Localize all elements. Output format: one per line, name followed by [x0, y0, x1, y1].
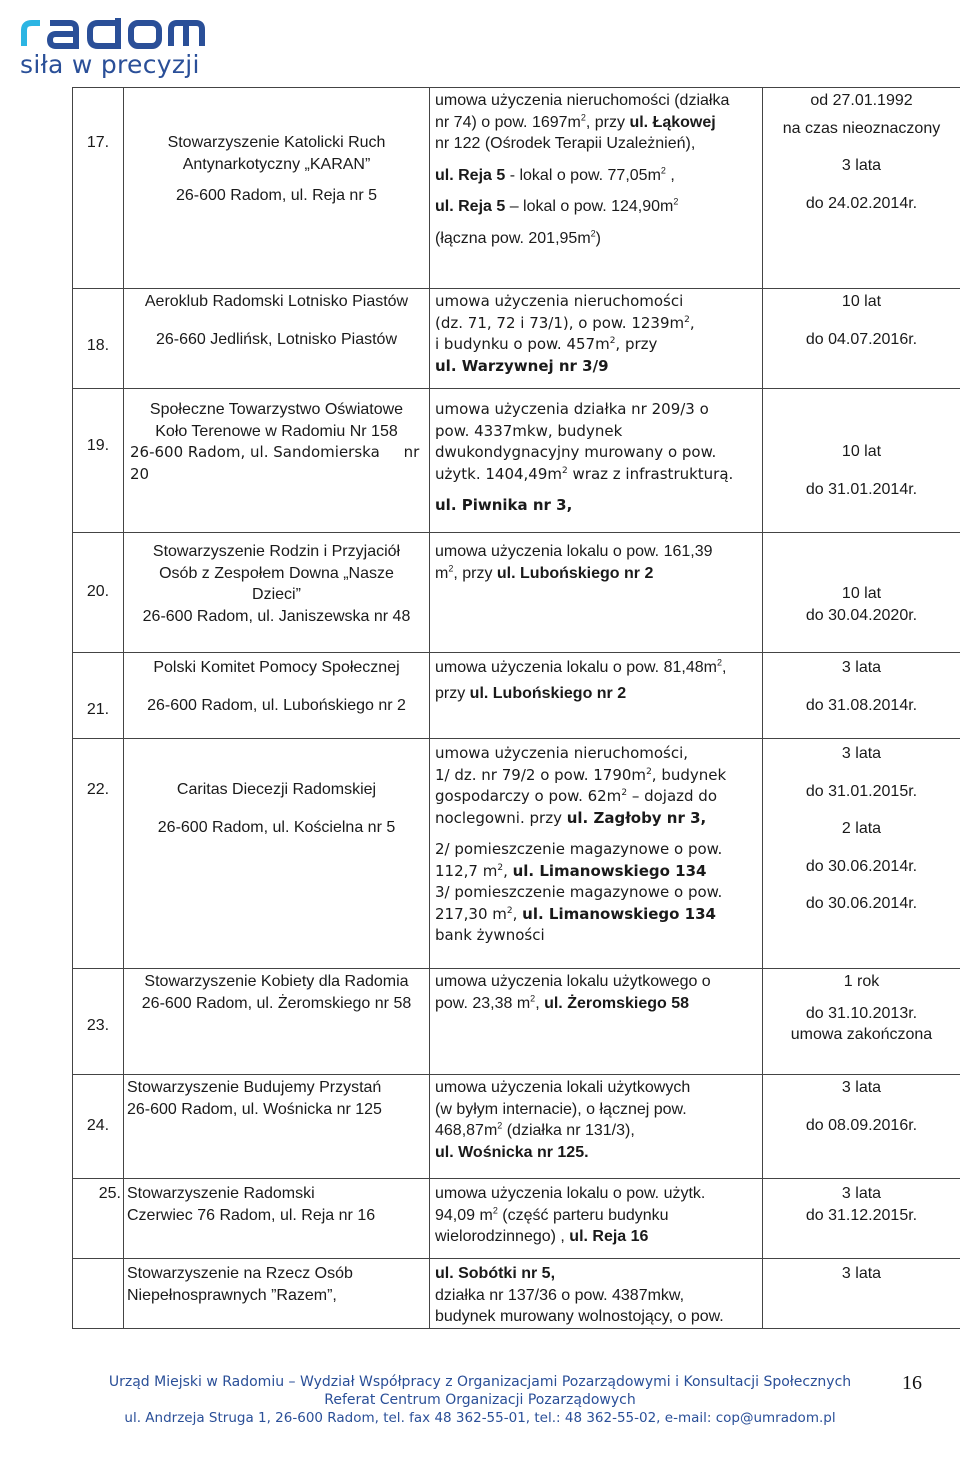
term-cell: 3 lata do 08.09.2016r. — [763, 1075, 960, 1179]
table-row — [73, 533, 960, 653]
term-cell: 10 lat do 31.01.2014r. — [763, 389, 960, 533]
description-cell: umowa użyczenia lokali użytkowych (w byłym internacie), o łącznej pow. $468,87m^2$ (działka nr 131/3), ul. Wośnicka nr 125. — [430, 1075, 763, 1179]
description-cell: umowa użyczenia nieruchomości (dz. 71, 72 i 73/1), o pow. $1239m^2$, i budynku o pow. $457m^2$, przy ul. Warzywnej nr 3/9 — [430, 289, 763, 389]
term-cell: 3 lata do 31.01.2015r. 2 lata do 30.06.2014r. do 30.06.2014r. — [763, 739, 960, 969]
term-cell: 1 rok do 31.10.2013r. umowa zakończona — [763, 969, 960, 1075]
organizations-table — [72, 87, 960, 1329]
row-number: 23. — [73, 969, 124, 1075]
organization-cell: Stowarzyszenie Katolicki Ruch Antynarkotyczny „KARAN” 26-600 Radom, ul. Reja nr 5 — [124, 88, 430, 289]
radom-logo — [18, 16, 208, 82]
description-cell: umowa użyczenia lokalu użytkowego o pow. 23,38 $m^2$, ul. Żeromskiego 58 — [430, 969, 763, 1075]
table-row — [73, 739, 960, 969]
row-number: 19. — [73, 389, 124, 533]
radom-wordmark-icon — [18, 16, 208, 50]
logo-tagline: siła w precyzji — [20, 50, 200, 79]
row-number: 18. — [73, 289, 124, 389]
row-number: 22. — [73, 739, 124, 969]
row-number — [73, 1259, 124, 1329]
description-cell: ul. Sobótki nr 5, działka nr 137/36 o pow. 4387mkw, budynek murowany wolnostojący, o pow. — [430, 1259, 763, 1329]
term-cell: od 27.01.1992 na czas nieoznaczony 3 lata do 24.02.2014r. — [763, 88, 960, 289]
organization-cell: Stowarzyszenie Rodzin i Przyjaciół Osób z Zespołem Downa „Nasze Dzieci” 26-600 Radom, ul. Janiszewska nr 48 — [124, 533, 430, 653]
table-row — [73, 1259, 960, 1329]
organization-cell: Polski Komitet Pomocy Społecznej 26-600 Radom, ul. Lubońskiego nr 2 — [124, 653, 430, 739]
organization-cell: Stowarzyszenie Budujemy Przystań 26-600 Radom, ul. Wośnicka nr 125 — [124, 1075, 430, 1179]
footer-address-line: ul. Andrzeja Struga 1, 26-600 Radom, tel. fax 48 362-55-01, tel.: 48 362-55-02, e-mail: cop@umradom.pl — [124, 1410, 836, 1426]
table-row — [73, 289, 960, 389]
row-number: 24. — [73, 1075, 124, 1179]
organization-cell: Stowarzyszenie Radomski Czerwiec 76 Radom, ul. Reja nr 16 — [124, 1179, 430, 1259]
organization-cell: Caritas Diecezji Radomskiej 26-600 Radom, ul. Kościelna nr 5 — [124, 739, 430, 969]
page-number: 16 — [902, 1372, 922, 1394]
organization-cell: Aeroklub Radomski Lotnisko Piastów 26-660 Jedlińsk, Lotnisko Piastów — [124, 289, 430, 389]
table-row — [73, 653, 960, 739]
term-cell: 10 lat do 30.04.2020r. — [763, 533, 960, 653]
description-cell: umowa użyczenia działka nr 209/3 o pow. 4337mkw, budynek dwukondygnacyjny murowany o pow. użytk. $1404,49m^2$ wraz z infrastrukturą. ul. Piwnika nr 3, — [430, 389, 763, 533]
description-cell: umowa użyczenia nieruchomości (działka nr 74) o pow. $1697m^2$, przy ul. Łąkowej nr 122 (Ośrodek Terapii Uzależnień), ul. Reja 5 - lokal o pow. $77,05m^2$ , ul. Reja 5 – lokal o pow. $124,90m^2$ (łączna pow. $201,95m^2$) — [430, 88, 763, 289]
description-cell: umowa użyczenia nieruchomości, 1/ dz. nr 79/2 o pow. $1790m^2$, budynek gospodarczy o pow. $62m^2$ – dojazd do noclegowni. przy ul. Zagłoby nr 3, 2/ pomieszczenie magazynowe o pow. 112,7 $m^2$, ul. Limanowskiego 134 3/ pomieszczenie magazynowe o pow. 217,30 $m^2$, ul. Limanowskiego 134 bank żywności — [430, 739, 763, 969]
table-row — [73, 389, 960, 533]
term-cell: 3 lata do 31.12.2015r. — [763, 1179, 960, 1259]
description-cell: umowa użyczenia lokalu o pow. 161,39 $m^2$, przy ul. Lubońskiego nr 2 — [430, 533, 763, 653]
description-cell: umowa użyczenia lokalu o pow. $81,48m^2$, przy ul. Lubońskiego nr 2 — [430, 653, 763, 739]
table-row — [73, 1179, 960, 1259]
organization-cell: Stowarzyszenie Kobiety dla Radomia 26-600 Radom, ul. Żeromskiego nr 58 — [124, 969, 430, 1075]
footer-department-line: Referat Centrum Organizacji Pozarządowych — [324, 1392, 636, 1408]
page-footer — [0, 1373, 960, 1427]
term-cell: 3 lata do 31.08.2014r. — [763, 653, 960, 739]
table-row — [73, 88, 960, 289]
description-cell: umowa użyczenia lokalu o pow. użytk. 94,09 $m^2$ (część parteru budynku wielorodzinnego) , ul. Reja 16 — [430, 1179, 763, 1259]
table-row — [73, 969, 960, 1075]
organization-cell: Społeczne Towarzystwo Oświatowe Koło Terenowe w Radomiu Nr 158 26-600 Radom, ul. Sandomierska nr 20 — [124, 389, 430, 533]
table-row — [73, 1075, 960, 1179]
organization-cell: Stowarzyszenie na Rzecz Osób Niepełnosprawnych ”Razem”, — [124, 1259, 430, 1329]
row-number: 20. — [73, 533, 124, 653]
term-cell: 3 lata — [763, 1259, 960, 1329]
row-number: 17. — [73, 88, 124, 289]
row-number: 25. — [73, 1179, 124, 1259]
term-cell: 10 lat do 04.07.2016r. — [763, 289, 960, 389]
footer-office-line: Urząd Miejski w Radomiu – Wydział Współpracy z Organizacjami Pozarządowymi i Konsultacji Społecznych — [108, 1374, 852, 1390]
row-number: 21. — [73, 653, 124, 739]
